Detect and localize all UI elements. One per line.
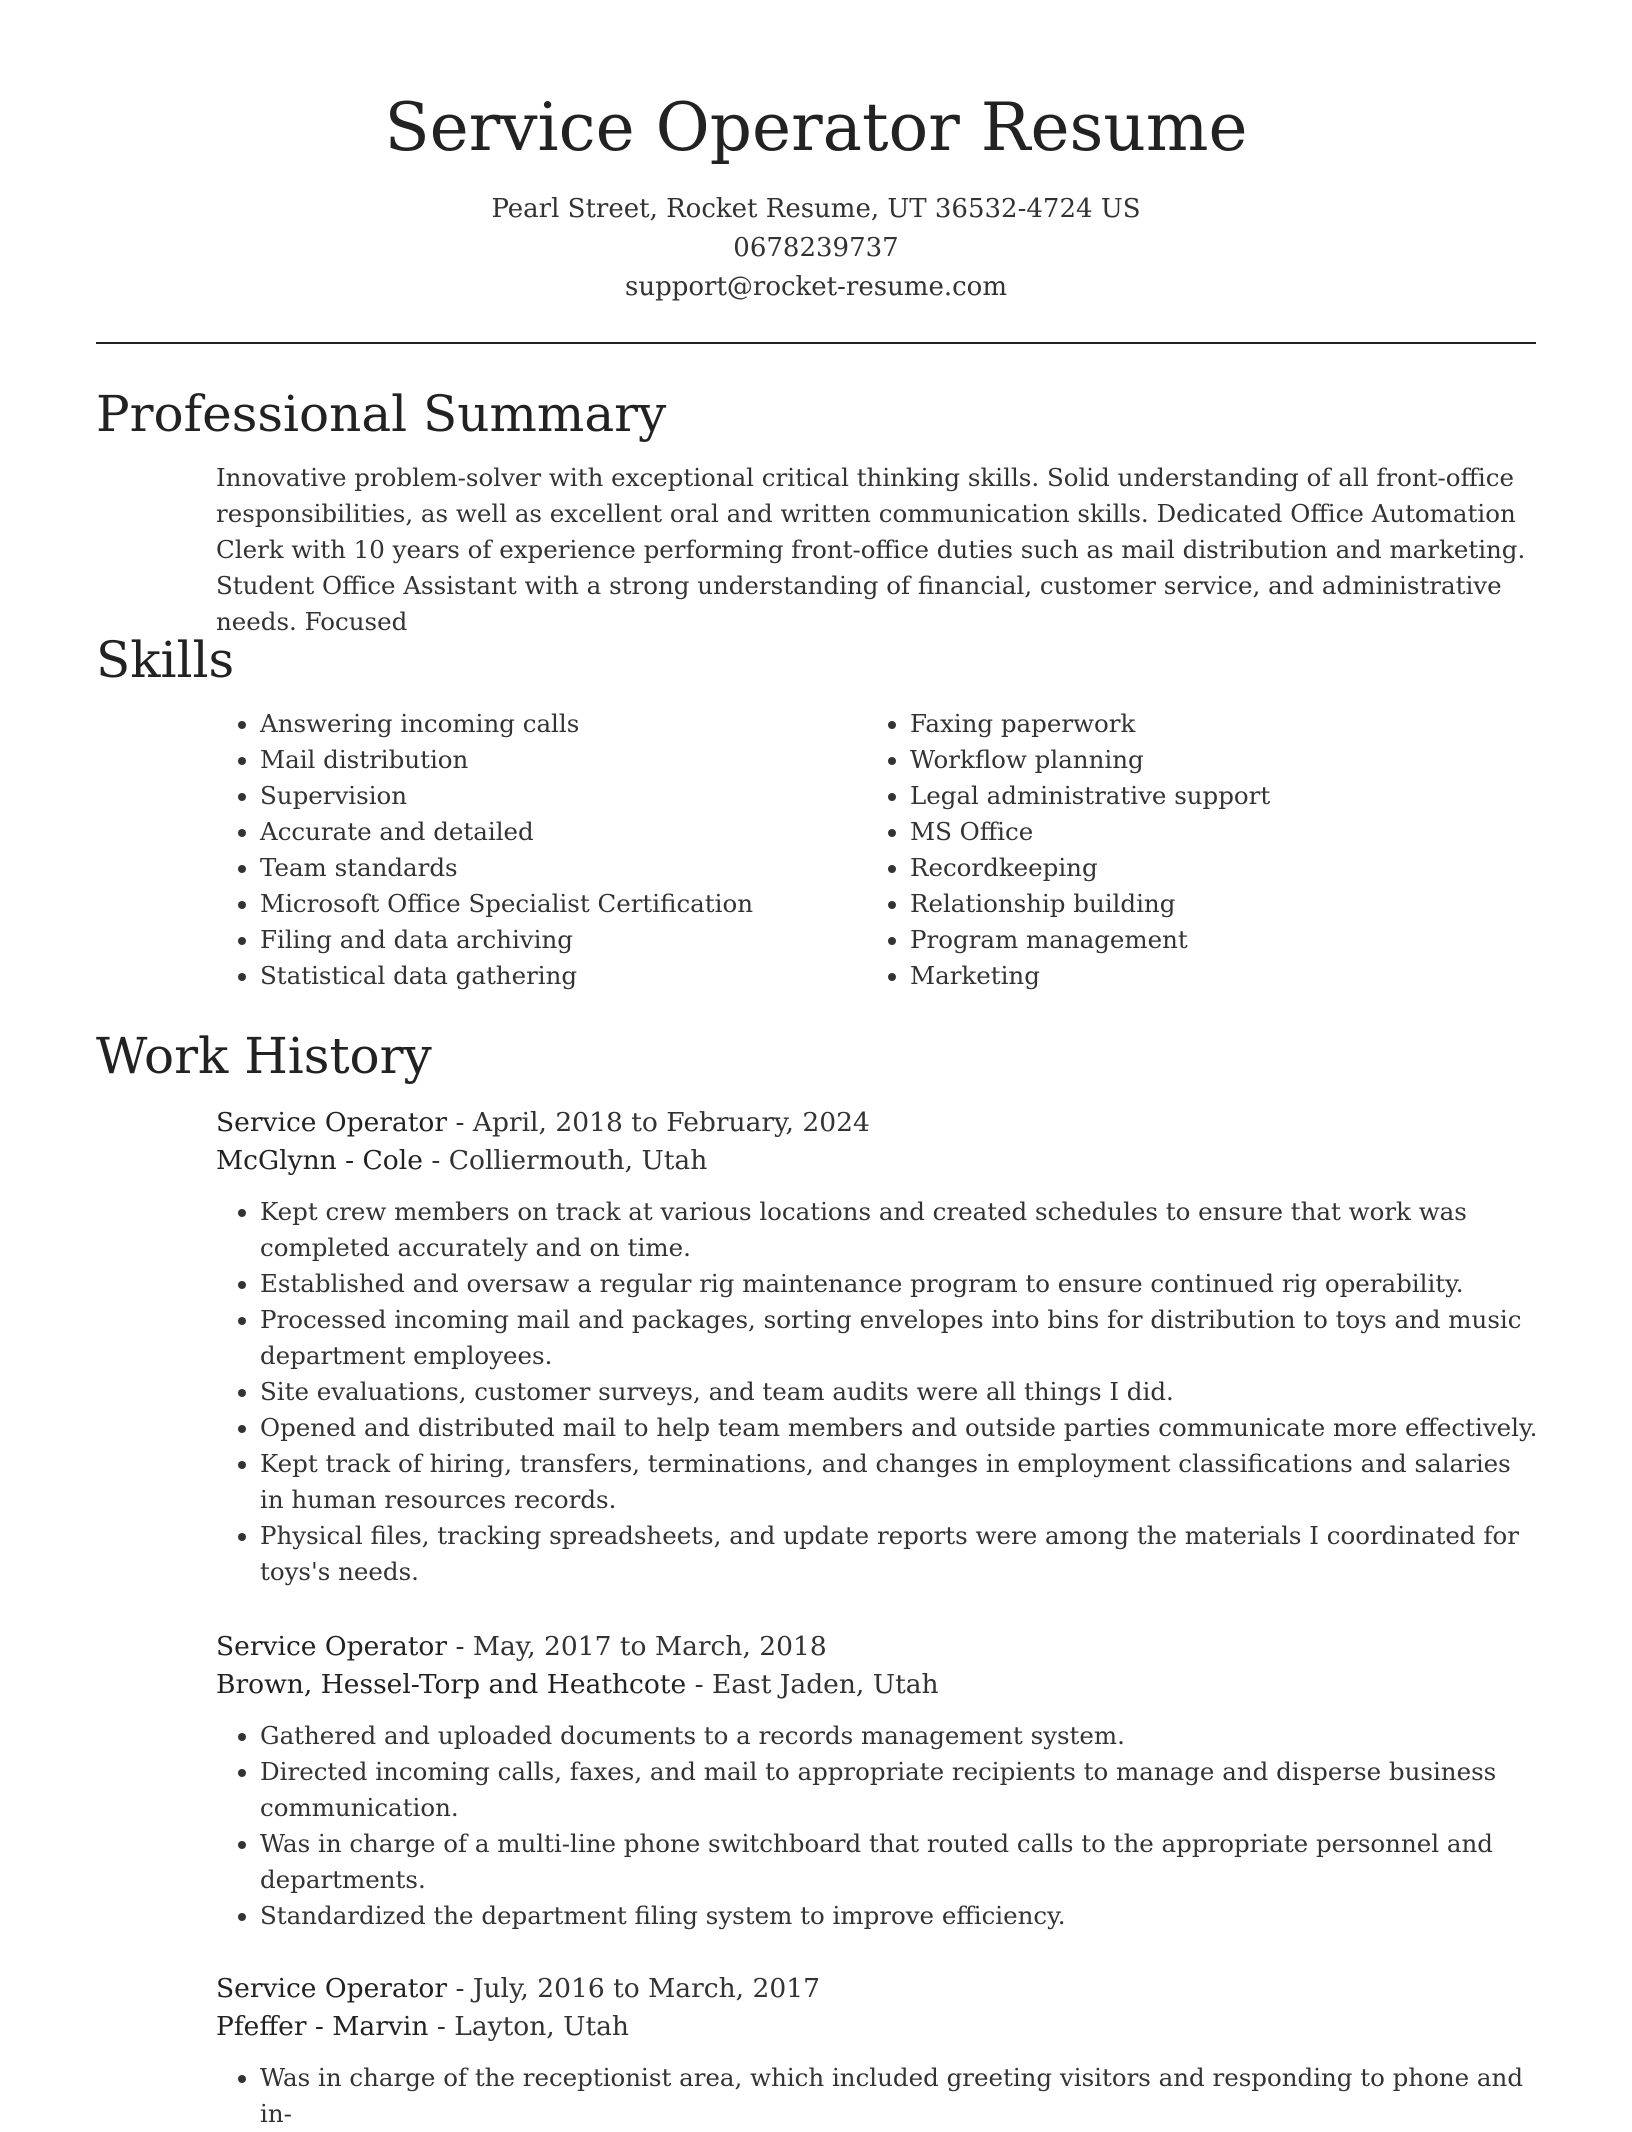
- email-text: support@rocket-resume.com: [624, 272, 1007, 302]
- list-item: • Faxing paperwork: [910, 706, 1486, 742]
- header-divider: [96, 342, 1536, 344]
- job-entry: [216, 1104, 1542, 1590]
- list-item: • Answering incoming calls: [260, 706, 836, 742]
- job-title-line: [216, 1628, 1542, 1666]
- list-item: • Standardized the department filing system to improve efficiency.: [260, 1898, 1542, 1934]
- list-item: • Physical files, tracking spreadsheets, and update reports were among the materials I coordinated for toys's needs.: [260, 1518, 1542, 1590]
- skills-right-list: [866, 706, 1486, 994]
- job-company-line: [216, 1142, 1542, 1180]
- list-item: • Supervision: [260, 778, 836, 814]
- list-item: • Directed incoming calls, faxes, and mail to appropriate recipients to manage and disperse business communication.: [260, 1754, 1542, 1826]
- list-item: • Site evaluations, customer surveys, and team audits were all things I did.: [260, 1374, 1542, 1410]
- list-item: • Processed incoming mail and packages, sorting envelopes into bins for distribution to toys and music department employees.: [260, 1302, 1542, 1374]
- list-item: • Mail distribution: [260, 742, 836, 778]
- skills-right-column: [866, 706, 1486, 994]
- summary-text: Innovative problem-solver with exceptional critical thinking skills. Solid understanding of all front-office responsibilities, as well as excellent oral and written communication skills. Dedicated Office Automation Clerk with 10 years of experience performing front-office duties such as mail distribution and marketing. Student Office Assistant with a strong understanding of financial, customer service, and administrative needs. Focused: [216, 463, 1526, 636]
- job-title-line: [216, 1104, 1542, 1142]
- job-bullets: [216, 2060, 1542, 2132]
- job-bullets: [216, 1194, 1542, 1590]
- work-history-heading: Work History: [96, 1027, 432, 1085]
- list-item: • Kept crew members on track at various locations and created schedules to ensure that work was completed accurately and on time.: [260, 1194, 1542, 1266]
- job-dates: - May, 2017 to March, 2018: [447, 1631, 827, 1662]
- job-dates: - July, 2016 to March, 2017: [447, 1973, 820, 2004]
- job-dates: - April, 2018 to February, 2024: [447, 1107, 870, 1138]
- job-company-line: [216, 2008, 1542, 2046]
- skills-heading: Skills: [96, 631, 235, 689]
- job-location: - Colliermouth, Utah: [422, 1145, 708, 1176]
- list-item: • Established and oversaw a regular rig maintenance program to ensure continued rig operability.: [260, 1266, 1542, 1302]
- job-company: Pfeffer - Marvin: [216, 2011, 429, 2042]
- job-title: Service Operator: [216, 1973, 448, 2004]
- list-item: • Gathered and uploaded documents to a records management system.: [260, 1718, 1542, 1754]
- list-item: • Kept track of hiring, transfers, terminations, and changes in employment classifications and salaries in human resources records.: [260, 1446, 1542, 1518]
- list-item: • Was in charge of the receptionist area, which included greeting visitors and responding to phone and in-: [260, 2060, 1542, 2132]
- summary-heading: Professional Summary: [96, 385, 667, 443]
- list-item: • Legal administrative support: [910, 778, 1486, 814]
- list-item: • Microsoft Office Specialist Certification: [260, 886, 836, 922]
- list-item: • Was in charge of a multi-line phone switchboard that routed calls to the appropriate personnel and departments.: [260, 1826, 1542, 1898]
- list-item: • Recordkeeping: [910, 850, 1486, 886]
- job-title-line: [216, 1970, 1542, 2008]
- list-item: • Team standards: [260, 850, 836, 886]
- address-text: Pearl Street, Rocket Resume, UT 36532-4724 US: [491, 194, 1141, 224]
- resume-title: Service Operator Resume: [384, 89, 1248, 166]
- list-item: • Filing and data archiving: [260, 922, 836, 958]
- list-item: • Opened and distributed mail to help team members and outside parties communicate more effectively.: [260, 1410, 1542, 1446]
- job-company: Brown, Hessel-Torp and Heathcote: [216, 1669, 687, 1700]
- resume-page: [96, 0, 1538, 2128]
- list-item: • Relationship building: [910, 886, 1486, 922]
- contact-info: [96, 190, 1536, 307]
- job-company-line: [216, 1666, 1542, 1704]
- job-location: - East Jaden, Utah: [686, 1669, 939, 1700]
- job-location: - Layton, Utah: [428, 2011, 629, 2042]
- job-company: McGlynn - Cole: [216, 1145, 423, 1176]
- list-item: • MS Office: [910, 814, 1486, 850]
- list-item: • Accurate and detailed: [260, 814, 836, 850]
- job-title: Service Operator: [216, 1631, 448, 1662]
- phone-text: 0678239737: [733, 233, 899, 263]
- list-item: • Marketing: [910, 958, 1486, 994]
- job-entry: [216, 1970, 1542, 2132]
- job-title: Service Operator: [216, 1107, 448, 1138]
- job-entry: [216, 1628, 1542, 1934]
- job-bullets: [216, 1718, 1542, 1934]
- list-item: • Statistical data gathering: [260, 958, 836, 994]
- skills-left-list: [216, 706, 836, 994]
- list-item: • Workflow planning: [910, 742, 1486, 778]
- list-item: • Program management: [910, 922, 1486, 958]
- skills-left-column: [216, 706, 836, 994]
